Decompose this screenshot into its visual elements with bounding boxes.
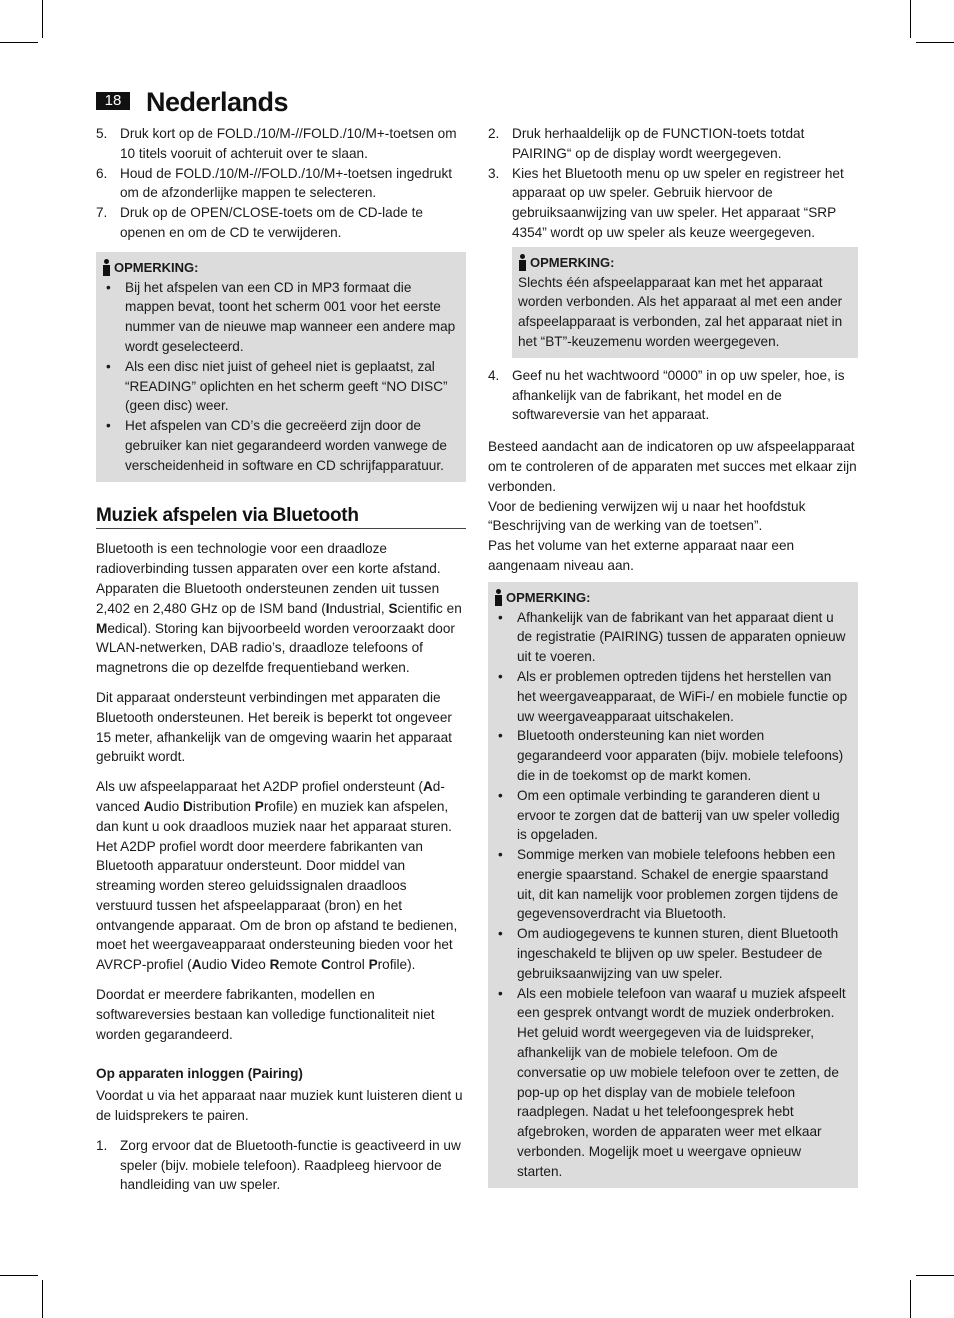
steps-list bbox=[488, 366, 858, 425]
step-number: 7. bbox=[96, 205, 108, 221]
crop-mark bbox=[42, 1280, 43, 1318]
steps-list bbox=[96, 1136, 466, 1195]
paragraph: Als uw afspeelapparaat het A2DP profiel ondersteunt (Ad-vanced Audio Distribution Profile) en muziek kan afspelen, dan kunt u ook draadloos muziek naar het apparaat sturen. Het A2DP profiel wordt door meerdere fabrikanten van Bluetooth apparatuur ondersteunt. Door middel van streaming worden stereo geluidssignalen draadloos verstuurd tussen het afspeelapparaat (bron) en het ontvangende apparaat. Om de bron op afstand te bedienen, moet het weergaveapparaat ondersteuning bieden voor het AVRCP-profiel (Audio Video Remote Control Profile). bbox=[96, 779, 458, 973]
note-heading bbox=[518, 253, 850, 273]
crop-mark bbox=[42, 0, 43, 38]
note-list bbox=[102, 278, 458, 476]
step-number: 6. bbox=[96, 165, 108, 181]
list-item bbox=[96, 164, 466, 204]
list-item: • Afhankelijk van de fabrikant van het apparaat dient u de registratie (PAIRING) tussen de apparaten opnieuw uit te voeren. bbox=[494, 608, 850, 667]
crop-mark bbox=[910, 1280, 911, 1318]
list-item bbox=[488, 164, 858, 243]
list-item bbox=[488, 124, 858, 164]
note-box bbox=[96, 252, 466, 482]
crop-mark bbox=[916, 1275, 954, 1276]
step-number: 3. bbox=[488, 165, 500, 181]
info-icon bbox=[518, 253, 527, 272]
paragraph: Doordat er meerdere fabrikanten, modellen en softwareversies bestaan kan volledige functionaliteit niet worden gegarandeerd. bbox=[96, 987, 435, 1042]
paragraph: Voor de bediening verwijzen wij u naar het hoofdstuk “Beschrijving van de werking van de toetsen”. bbox=[488, 498, 806, 534]
steps-list bbox=[96, 124, 466, 243]
list-item: • Om een optimale verbinding te garanderen dient u ervoor te zorgen dat de batterij van uw speler volledig is opgeladen. bbox=[494, 786, 850, 845]
steps-list bbox=[488, 124, 858, 243]
step-text: Druk herhaaldelijk op de FUNCTION-toets totdat PAIRING“ op de display wordt weergegeven. bbox=[512, 126, 805, 161]
note-heading-label: OPMERKING: bbox=[114, 259, 199, 275]
note-heading-label: OPMERKING: bbox=[506, 589, 591, 605]
note-list bbox=[494, 608, 850, 1182]
step-number: 2. bbox=[488, 126, 500, 141]
step-text: Zorg ervoor dat de Bluetooth-functie is geactiveerd in uw speler (bijv. mobiele telefoon). Raadpleeg hiervoor de handleiding van uw speler. bbox=[120, 1137, 461, 1193]
step-number: 1. bbox=[96, 1137, 108, 1153]
section-title bbox=[96, 506, 466, 530]
info-icon bbox=[102, 258, 111, 277]
step-text: Kies het Bluetooth menu op uw speler en registreer het apparaat op uw speler. Gebruik hiervoor de gebruiksaanwijzing van uw speler. Het apparaat “SRP 4354” wordt op uw speler als keuze weergegeven. bbox=[512, 165, 844, 240]
step-text: Druk op de OPEN/CLOSE-toets om de CD-lade te openen en om de CD te verwijderen. bbox=[120, 205, 423, 240]
crop-mark bbox=[0, 1275, 38, 1276]
list-item: • Bij het afspelen van een CD in MP3 formaat die mappen bevat, toont het scherm 001 voor het eerste nummer van de nieuwe map wanneer een andere map wordt geselecteerd. bbox=[102, 278, 458, 357]
list-item bbox=[96, 1136, 466, 1195]
note-box bbox=[488, 582, 858, 1188]
list-item: • Het afspelen van CD’s die gecreëerd zijn door de gebruiker kan niet gegarandeerd worden vanwege de verscheidenheid in software en CD schrijfapparatuur. bbox=[102, 416, 458, 475]
list-item bbox=[96, 203, 466, 243]
list-item bbox=[488, 366, 858, 425]
note-heading bbox=[494, 588, 850, 608]
step-text: Geef nu het wachtwoord “0000” in op uw speler, hoe, is afhankelijk van de fabrikant, het model en de softwareversie van het apparaat. bbox=[512, 367, 845, 423]
crop-mark bbox=[0, 42, 38, 43]
paragraph: Pas het volume van het externe apparaat naar een aangenaam niveau aan. bbox=[488, 538, 795, 573]
paragraph: Besteed aandacht aan de indicatoren op uw afspeelapparaat om te controleren of de apparaten met succes met elkaar zijn verbonden. bbox=[488, 439, 857, 494]
list-item: • Als er problemen optreden tijdens het herstellen van het weergaveapparaat, de WiFi-/ en mobiele functie op uw weergaveapparaat uitschakelen. bbox=[494, 667, 850, 726]
paragraph: Bluetooth is een technologie voor een draadloze radioverbinding tussen apparaten over een korte afstand. Apparaten die Bluetooth ondersteunen zenden uit tussen 2,402 en 2,480 GHz op de ISM band (Industrial, Scientific en Medical). Storing kan bijvoorbeeld worden veroorzaakt door WLAN-netwerken, DAB radio’s, draadloze telefoons of magnetrons die op dezelfde frequentieband werken. bbox=[96, 541, 462, 676]
list-item: • Bluetooth ondersteuning kan niet worden gegarandeerd voor apparaten (bijv. mobiele telefoons) die in de toekomst op de markt komen. bbox=[494, 726, 850, 785]
note-text: Slechts één afspeelapparaat kan met het apparaat worden verbonden. Als het apparaat al met een ander afspeelapparaat is verbonden, zal het apparaat niet in het “BT”-keuzemenu worden weergegeven. bbox=[518, 274, 843, 349]
list-item: • Als een disc niet juist of geheel niet is geplaatst, zal “READING” oplichten en het scherm geeft “NO DISC” (geen disc) weer. bbox=[102, 357, 458, 416]
crop-mark bbox=[916, 42, 954, 43]
list-item: • Als een mobiele telefoon van waaraf u muziek afspeelt een gesprek ontvangt wordt de muziek onderbroken. Het geluid wordt weergegeven via de luidspreker, afhankelijk van de mobiele telefoon. Om de conversatie op uw mobiele telefoon over te zetten, de pop-up op het display van de mobiele telefoon raadplegen. Nadat u het telefoongesprek hebt afgebroken, worden de apparaten weer met elkaar verbonden. Mogelijk moet u weergave opnieuw starten. bbox=[494, 984, 850, 1182]
step-text: Houd de FOLD./10/M-//FOLD./10/M+-toetsen ingedrukt om de afzonderlijke mappen te selecteren. bbox=[120, 165, 453, 201]
left-column bbox=[96, 124, 466, 1195]
info-icon bbox=[494, 588, 503, 607]
crop-mark bbox=[910, 0, 911, 38]
subheading: Op apparaten inloggen (Pairing) bbox=[96, 1066, 303, 1082]
paragraph: Voordat u via het apparaat naar muziek kunt luisteren dient u de luidsprekers te pairen. bbox=[96, 1088, 463, 1124]
note-heading bbox=[102, 258, 458, 278]
step-text: Druk kort op de FOLD./10/M-//FOLD./10/M+-toetsen om 10 titels vooruit of achteruit over te slaan. bbox=[120, 126, 457, 161]
right-column bbox=[488, 124, 858, 1196]
page-number: 18 bbox=[96, 92, 130, 110]
list-item: • Om audiogegevens te kunnen sturen, dient Bluetooth ingeschakeld te blijven op uw speler. Bestudeer de gebruiksaanwijzing van uw speler. bbox=[494, 924, 850, 983]
section-title-text: Muziek afspelen via Bluetooth bbox=[96, 504, 359, 526]
paragraph: Dit apparaat ondersteunt verbindingen met apparaten die Bluetooth ondersteunen. Het bereik is beperkt tot ongeveer 15 meter, afhankelijk van de omgeving waarin het apparaat gebruikt wordt. bbox=[96, 689, 452, 765]
page-title: Nederlands bbox=[146, 87, 289, 117]
note-box bbox=[512, 247, 858, 358]
note-heading-label: OPMERKING: bbox=[530, 254, 615, 270]
step-number: 5. bbox=[96, 126, 108, 141]
step-number: 4. bbox=[488, 367, 500, 383]
list-item bbox=[96, 124, 466, 164]
list-item: • Sommige merken van mobiele telefoons hebben een energie spaarstand. Schakel de energie spaarstand uit, dit kan namelijk voor problemen zorgen tijdens de gegevensoverdracht via Bluetooth. bbox=[494, 845, 850, 924]
